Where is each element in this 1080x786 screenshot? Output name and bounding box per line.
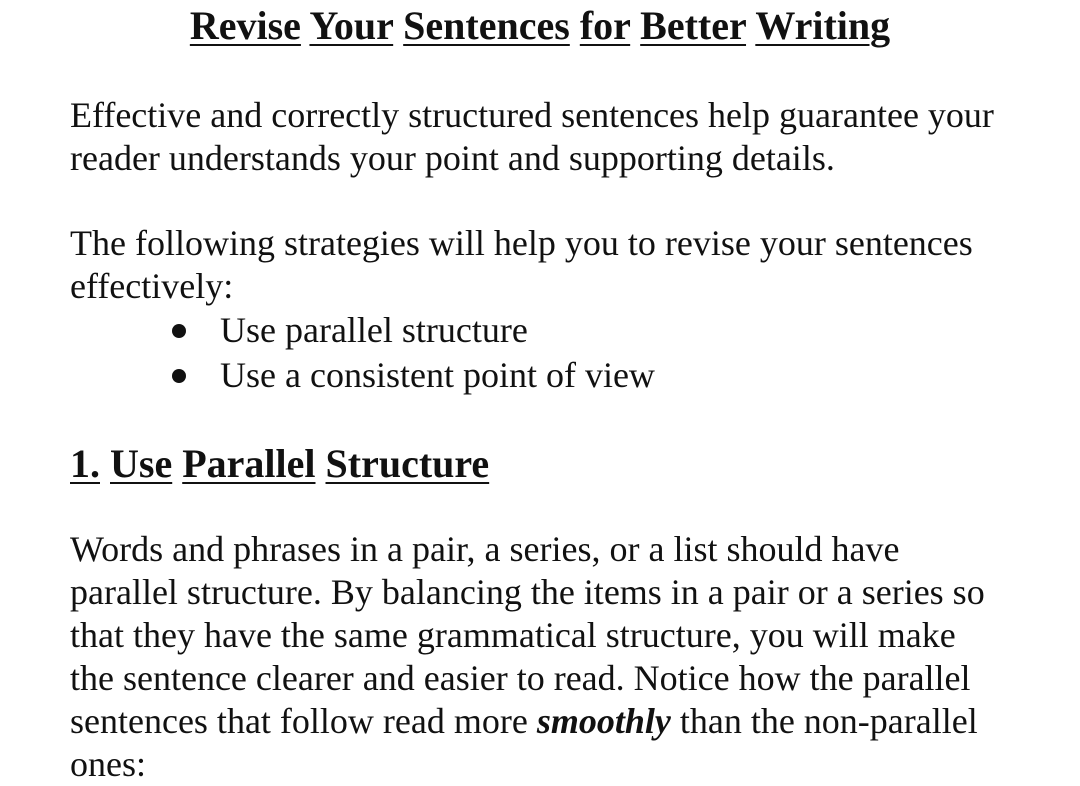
page-title — [0, 2, 1080, 50]
paragraph-line — [70, 700, 1050, 743]
paragraph-line: that they have the same grammatical structure, you will make — [70, 615, 956, 655]
heading-word: 1. — [70, 441, 100, 486]
title-word: Writing — [755, 3, 891, 48]
section-heading — [70, 440, 489, 488]
paragraph-line: The following strategies will help you to revise your sentences — [70, 223, 973, 263]
section-paragraph — [70, 528, 1050, 786]
paragraph-line: Words and phrases in a pair, a series, or a list should have — [70, 529, 900, 569]
bullet-icon — [172, 369, 186, 383]
title-word: Revise — [189, 3, 301, 48]
strategies-paragraph — [70, 222, 1050, 308]
strategies-list — [170, 308, 655, 398]
paragraph-line: parallel structure. By balancing the items in a pair or a series so — [70, 572, 985, 612]
paragraph-line: ones: — [70, 744, 146, 784]
list-item-text: Use a consistent point of view — [220, 355, 655, 395]
bullet-icon — [172, 324, 186, 338]
heading-word: Structure — [325, 441, 490, 486]
title-word: for — [579, 3, 631, 48]
list-item — [170, 308, 655, 353]
line-text: sentences that follow read more — [70, 701, 537, 741]
paragraph-line: effectively: — [70, 266, 234, 306]
title-word: Sentences — [403, 3, 570, 48]
emphasized-word: smoothly — [536, 701, 671, 741]
list-item-text: Use parallel structure — [220, 310, 528, 350]
title-word: Better — [640, 3, 747, 48]
paragraph-line: Effective and correctly structured sentences help guarantee your — [70, 95, 994, 135]
intro-paragraph — [70, 94, 1050, 180]
line-text: than the non-parallel — [670, 701, 978, 741]
paragraph-line: reader understands your point and supporting details. — [70, 138, 835, 178]
title-word: Your — [309, 3, 394, 48]
heading-word: Use — [110, 441, 173, 486]
paragraph-line: the sentence clearer and easier to read. Notice how the parallel — [70, 658, 971, 698]
list-item — [170, 353, 655, 398]
heading-word: Parallel — [182, 441, 316, 486]
